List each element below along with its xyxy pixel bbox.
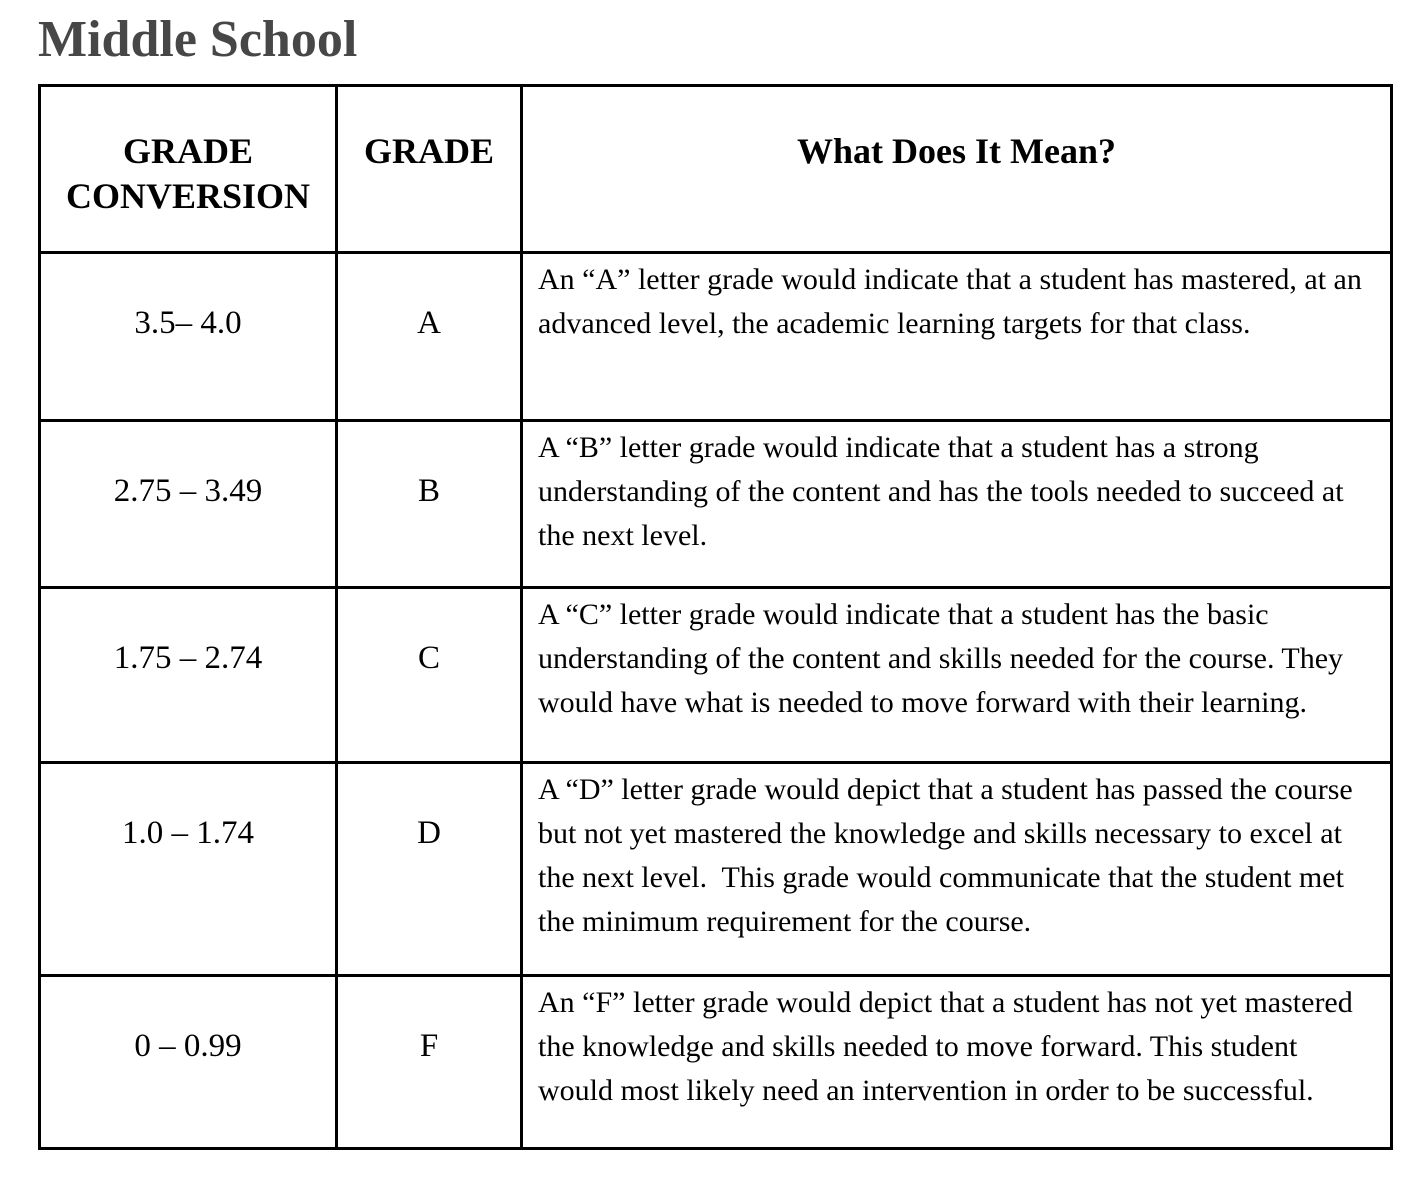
grade-conversion-cell: 0 – 0.99 [40, 975, 337, 1148]
grade-letter-cell: C [337, 587, 522, 762]
table-row [40, 762, 1392, 975]
grade-conversion-table [38, 84, 1393, 1150]
table-row [40, 975, 1392, 1148]
grade-letter-cell: D [337, 762, 522, 975]
grade-letter-cell: A [337, 252, 522, 420]
header-what-does-it-mean: What Does It Mean? [522, 85, 1392, 252]
table-row [40, 420, 1392, 587]
table-body [40, 252, 1392, 1148]
meaning-cell: An “F” letter grade would depict that a student has not yet mastered the knowledge and skills needed to move forward. This student would most likely need an intervention in order to be successful. [522, 975, 1392, 1148]
grade-letter-cell: B [337, 420, 522, 587]
grade-conversion-cell: 2.75 – 3.49 [40, 420, 337, 587]
grade-letter-cell: F [337, 975, 522, 1148]
header-row [40, 85, 1392, 252]
meaning-cell: A “B” letter grade would indicate that a student has a strong understanding of the content and has the tools needed to succeed at the next level. [522, 420, 1392, 587]
meaning-cell: A “C” letter grade would indicate that a student has the basic understanding of the content and skills needed for the course. They would have what is needed to move forward with their learning. [522, 587, 1392, 762]
page-title: Middle School [38, 11, 358, 68]
grade-conversion-cell: 3.5– 4.0 [40, 252, 337, 420]
grade-conversion-cell: 1.75 – 2.74 [40, 587, 337, 762]
table-row [40, 252, 1392, 420]
header-grade-conversion: GRADE CONVERSION [40, 85, 337, 252]
meaning-cell: A “D” letter grade would depict that a student has passed the course but not yet mastered the knowledge and skills necessary to excel at the next level. This grade would communicate that the student met the minimum requirement for the course. [522, 762, 1392, 975]
meaning-cell: An “A” letter grade would indicate that a student has mastered, at an advanced level, the academic learning targets for that class. [522, 252, 1392, 420]
table-row [40, 587, 1392, 762]
header-grade: GRADE [337, 85, 522, 252]
grade-conversion-cell: 1.0 – 1.74 [40, 762, 337, 975]
